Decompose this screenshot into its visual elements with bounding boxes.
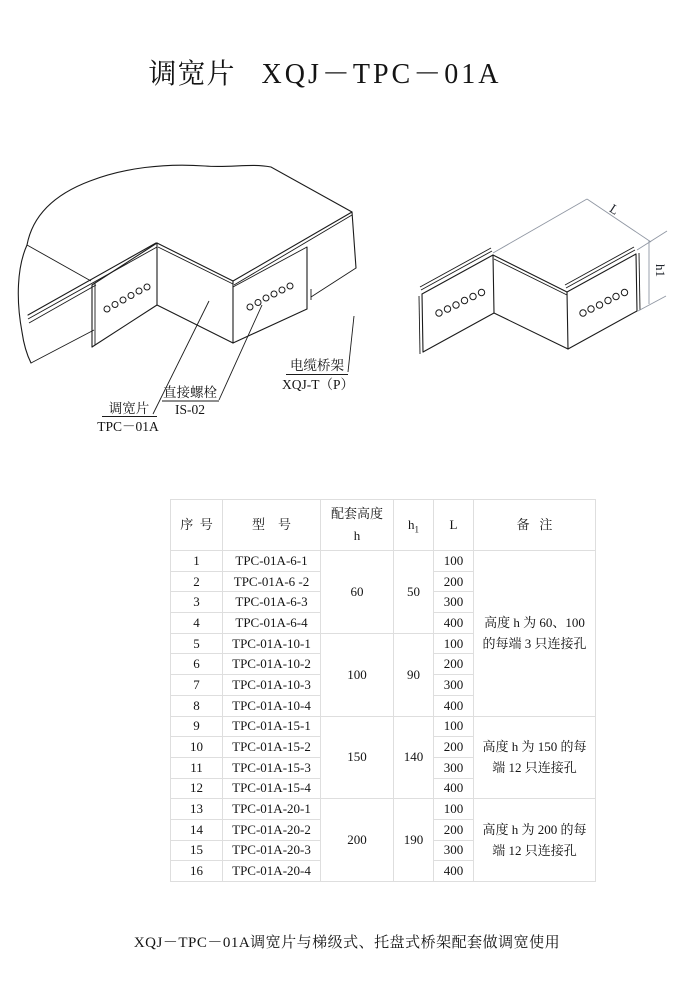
cell-model: TPC-01A-15-2	[223, 737, 321, 758]
width-piece-model: TPC－01A	[97, 419, 159, 434]
cell-L: 400	[434, 861, 474, 882]
cell-L: 200	[434, 571, 474, 592]
cell-L: 400	[434, 778, 474, 799]
cell-no: 5	[171, 633, 223, 654]
cell-model: TPC-01A-6-1	[223, 551, 321, 572]
page-title	[0, 52, 694, 92]
cell-L: 300	[434, 840, 474, 861]
cell-L: 100	[434, 716, 474, 737]
cell-model: TPC-01A-20-2	[223, 819, 321, 840]
cell-h1-group: 90	[394, 633, 434, 716]
cell-L: 200	[434, 654, 474, 675]
cell-no: 13	[171, 799, 223, 820]
usage-note: XQJ－TPC－01A调宽片与梯级式、托盘式桥架配套做调宽使用	[133, 935, 561, 951]
direct-bolt-model: IS-02	[175, 402, 205, 417]
title-model-code: XQJ－TPC－01A	[261, 59, 502, 90]
cell-no: 12	[171, 778, 223, 799]
cell-h1-group: 140	[394, 716, 434, 799]
cell-height-group: 100	[321, 633, 394, 716]
table-row	[171, 551, 596, 572]
bolt-holes-right-wing	[580, 289, 628, 316]
cell-no: 2	[171, 571, 223, 592]
cell-no: 10	[171, 737, 223, 758]
cell-model: TPC-01A-10-2	[223, 654, 321, 675]
cell-no: 7	[171, 675, 223, 696]
cell-height-group: 200	[321, 799, 394, 882]
cell-no: 11	[171, 757, 223, 778]
cable-tray-model: XQJ-T（P）	[281, 377, 355, 392]
col-header-index: 序 号	[171, 500, 223, 551]
dimension-h1-label: h1	[653, 264, 668, 277]
col-header-height: 配套高度 h	[321, 500, 394, 551]
cell-L: 100	[434, 551, 474, 572]
cell-model: TPC-01A-15-1	[223, 716, 321, 737]
cell-L: 100	[434, 633, 474, 654]
cell-height-group: 60	[321, 551, 394, 634]
direct-bolt-label: 直接螺栓	[163, 385, 217, 400]
cell-L: 200	[434, 819, 474, 840]
cell-L: 200	[434, 737, 474, 758]
cell-model: TPC-01A-15-3	[223, 757, 321, 778]
cell-no: 6	[171, 654, 223, 675]
tray-outline	[18, 165, 356, 363]
cell-L: 300	[434, 675, 474, 696]
cell-no: 4	[171, 613, 223, 634]
cell-no: 1	[171, 551, 223, 572]
col-header-remark: 备 注	[474, 500, 596, 551]
callout-direct-bolt	[163, 384, 217, 417]
col-header-model: 型 号	[223, 500, 321, 551]
cell-no: 3	[171, 592, 223, 613]
cell-no: 16	[171, 861, 223, 882]
header-row	[171, 500, 596, 551]
cell-model: TPC-01A-10-4	[223, 695, 321, 716]
cell-h1-group: 190	[394, 799, 434, 882]
cell-remark: 高度 h 为 60、100 的每端 3 只连接孔	[474, 551, 596, 717]
cell-L: 100	[434, 799, 474, 820]
cell-no: 8	[171, 695, 223, 716]
dimension-lines	[493, 199, 668, 311]
cell-height-group: 150	[321, 716, 394, 799]
col-header-length: L	[434, 500, 474, 551]
col-header-h1: $h_1$	[394, 500, 434, 551]
dimension-L-label: L	[607, 200, 622, 218]
cell-model: TPC-01A-6-3	[223, 592, 321, 613]
cell-model: TPC-01A-6 -2	[223, 571, 321, 592]
cell-model: TPC-01A-15-4	[223, 778, 321, 799]
cell-L: 400	[434, 613, 474, 634]
cell-model: TPC-01A-20-4	[223, 861, 321, 882]
cable-tray-label: 电缆桥架	[290, 358, 344, 373]
cell-no: 15	[171, 840, 223, 861]
cell-no: 14	[171, 819, 223, 840]
cell-h1-group: 50	[394, 551, 434, 634]
cell-remark: 高度 h 为 200 的每 端 12 只连接孔	[474, 799, 596, 882]
cell-L: 300	[434, 757, 474, 778]
cell-L: 300	[434, 592, 474, 613]
bolt-holes-left-wing	[436, 289, 485, 316]
tray-assembly-figure	[18, 165, 356, 434]
bolt-holes-right-panel	[247, 283, 293, 310]
table-row	[171, 799, 596, 820]
cell-model: TPC-01A-10-3	[223, 675, 321, 696]
adjustment-piece-figure	[419, 199, 668, 354]
cell-model: TPC-01A-20-3	[223, 840, 321, 861]
width-piece-label: 调宽片	[108, 401, 150, 416]
cell-model: TPC-01A-20-1	[223, 799, 321, 820]
table-row	[171, 716, 596, 737]
cell-remark: 高度 h 为 150 的每 端 12 只连接孔	[474, 716, 596, 799]
cell-L: 400	[434, 695, 474, 716]
technical-drawings	[0, 140, 694, 460]
cell-no: 9	[171, 716, 223, 737]
title-chinese: 调宽片	[148, 59, 236, 90]
callout-width-piece	[97, 400, 159, 434]
spec-table	[170, 499, 596, 882]
cell-model: TPC-01A-6-4	[223, 613, 321, 634]
bolt-holes-left-panel	[104, 284, 150, 312]
cell-model: TPC-01A-10-1	[223, 633, 321, 654]
